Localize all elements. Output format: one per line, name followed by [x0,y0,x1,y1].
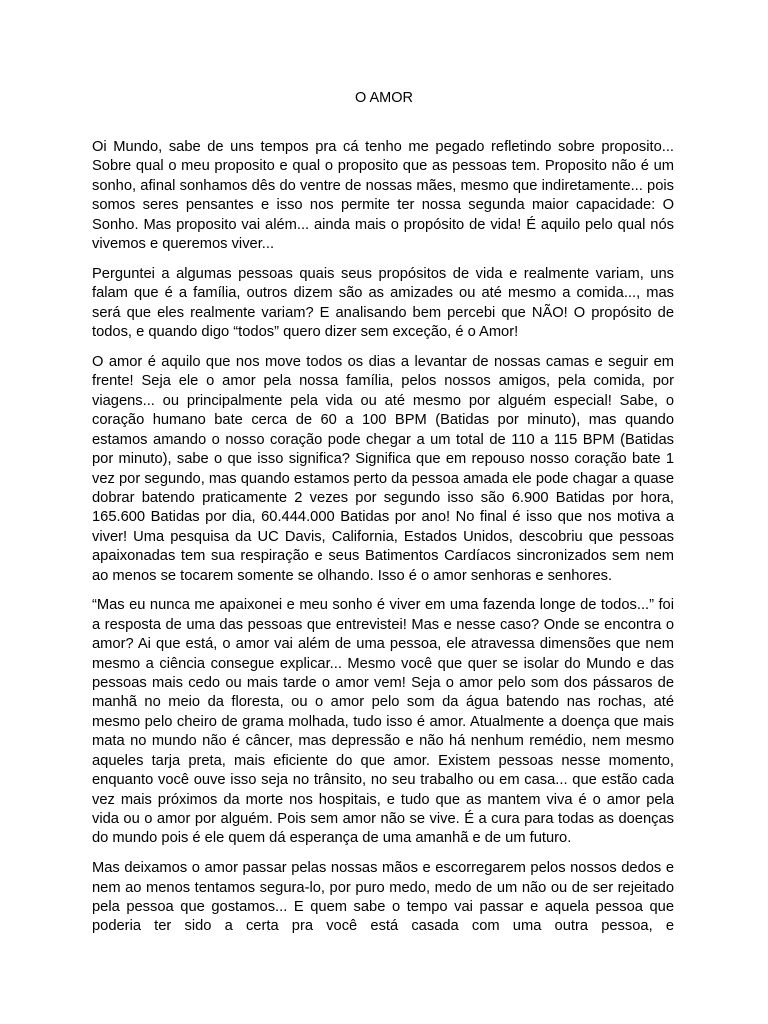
paragraph-1: Oi Mundo, sabe de uns tempos pra cá tenho me pegado refletindo sobre proposito... Sobre qual o meu proposito e qual o proposito que as pessoas tem. Proposito não é um sonho, afinal sonhamos dês do ventre de nossas mães, mesmo que indiretamente... pois somos seres pensantes e isso nos permite ter nossa segunda maior capacidade: O Sonho. Mas proposito vai além... ainda mais o propósito de vida! É aquilo pelo qual nós vivemos e queremos viver... [92,139,674,253]
paragraph-3: O amor é aquilo que nos move todos os dias a levantar de nossas camas e seguir em frente! Seja ele o amor pela nossa família, pelos nossos amigos, pela comida, por viagens... ou principalmente pela vida ou até mesmo por alguém especial! Sabe, o coração humano bate cerca de 60 a 100 BPM (Batidas por minuto), mas quando estamos amando o nosso coração pode chegar a um total de 110 a 115 BPM (Batidas por minuto), sabe o que isso significa? Significa que em repouso nosso coração bate 1 vez por segundo, mas quando estamos perto da pessoa amada ele pode chagar a quase dobrar batendo praticamente 2 vezes por segundo isso são 6.900 Batidas por hora, 165.600 Batidas por dia, 60.444.000 Batidas por ano! No final é isso que nos motiva a viver! Uma pesquisa da UC Davis, California, Estados Unidos, descobriu que pessoas apaixonadas tem sua respiração e seus Batimentos Cardíacos sincronizados sem nem ao menos se tocarem somente se olhando. Isso é o amor senhoras e senhores. [92,354,674,584]
page-title: O AMOR [354,90,413,106]
document-body [92,138,674,947]
paragraph-4: “Mas eu nunca me apaixonei e meu sonho é viver em uma fazenda longe de todos...” foi a resposta de uma das pessoas que entrevistei! Mas e nesse caso? Onde se encontra o amor? Ai que está, o amor vai além de uma pessoa, ele atravessa dimensões que nem mesmo a ciência consegue explicar... Mesmo você que quer se isolar do Mundo e das pessoas mais cedo ou mais tarde o amor vem! Seja o amor pelo som dos pássaros de manhã no meio da floresta, ou o amor pelo som da água batendo nas rochas, até mesmo pelo cheiro de grama molhada, tudo isso é amor. Atualmente a doença que mais mata no mundo não é câncer, mas depressão e não há nenhum remédio, nem mesmo aqueles tarja preta, mais eficiente do que amor. Existem pessoas nesse momento, enquanto você ouve isso seja no trânsito, no seu trabalho ou em casa... que estão cada vez mais próximos da morte nos hospitais, e tudo que as mantem viva é o amor pela vida ou o amor por alguém. Pois sem amor não se vive. É a cura para todas as doenças do mundo pois é ele quem dá esperança de uma amanhã e de um futuro. [92,597,674,847]
paragraph-2: Perguntei a algumas pessoas quais seus propósitos de vida e realmente variam, uns falam que é a família, outros dizem são as amizades ou até mesmo a comida..., mas será que eles realmente variam? E analisando bem percebi que NÃO! O propósito de todos, e quando digo “todos” quero dizer sem exceção, é o Amor! [92,265,674,341]
paragraph-5: Mas deixamos o amor passar pelas nossas mãos e escorregarem pelos nossos dedos e nem ao menos tentamos segura-lo, por puro medo, medo de um não ou de ser rejeitado pela pessoa que gostamos... E quem sabe o tempo vai passar e aquela pessoa que poderia ter sido a certa pra você está casada com uma outra pessoa, e [92,860,674,935]
